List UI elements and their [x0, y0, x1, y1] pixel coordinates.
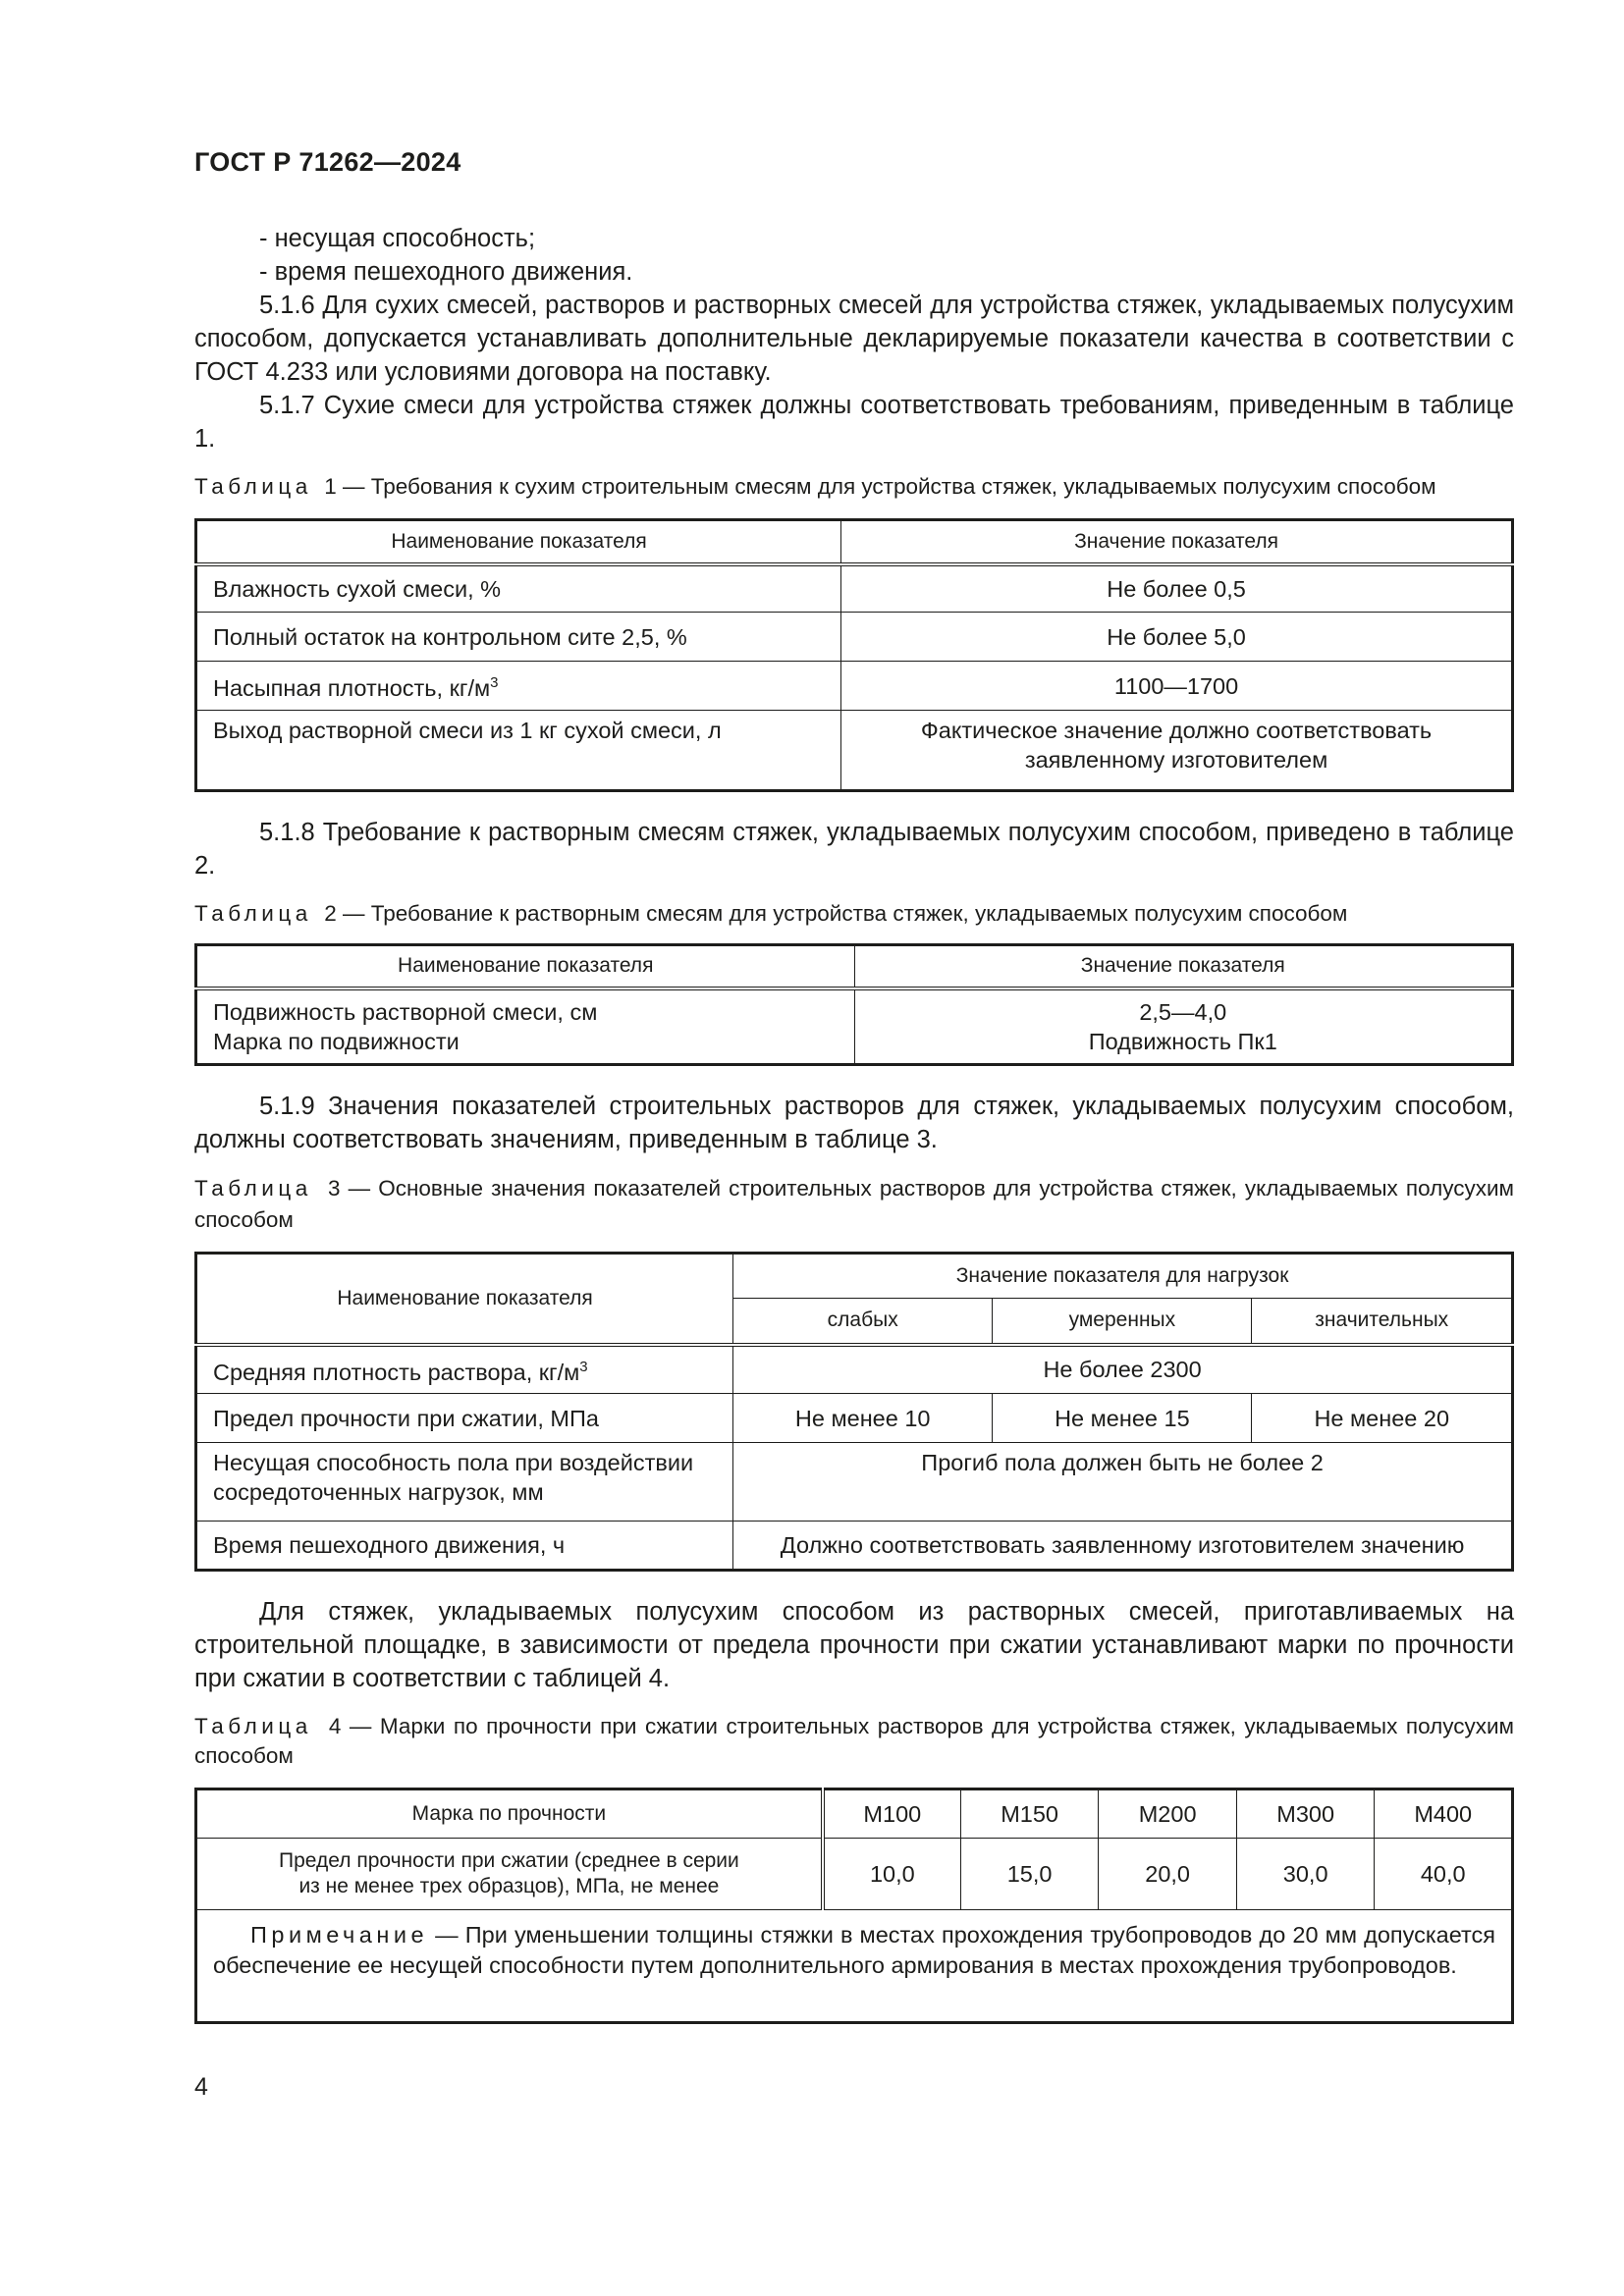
table-3-header-name: Наименование показателя	[196, 1254, 733, 1345]
note-word: Примечание	[250, 1922, 429, 1948]
mobility-label: Подвижность растворной смеси, см	[213, 998, 598, 1025]
clause-5-1-8: 5.1.8 Требование к растворным смесям стяжек, укладываемых полусухим способом, приведено в таблице 2.	[194, 819, 1514, 880]
table-cell: Несущая способность пола при воздействии сосредоточенных нагрузок, мм	[196, 1443, 733, 1522]
strength-label-line-1: Предел прочности при сжатии (среднее в серии	[279, 1849, 739, 1872]
page-content	[194, 222, 1514, 2024]
table-cell	[196, 988, 855, 1065]
table-word: Таблица	[194, 1176, 312, 1201]
page-number: 4	[194, 2073, 208, 2101]
table-cell: Полный остаток на контрольном сите 2,5, %	[196, 613, 841, 662]
table-cell: 20,0	[1099, 1839, 1237, 1910]
table-1-caption-text: 1 — Требования к сухим строительным смесям для устройства стяжек, укладываемых полусухим способом	[324, 474, 1436, 499]
table-cell: Не менее 10	[733, 1394, 993, 1443]
table-cell	[854, 988, 1513, 1065]
table-cell	[196, 662, 841, 711]
table-cell: Не более 2300	[733, 1345, 1513, 1394]
table-1-header-value: Значение показателя	[841, 520, 1513, 564]
strength-label	[196, 1839, 823, 1910]
table-4-caption-text: 4 — Марки по прочности при сжатии строительных растворов для устройства стяжек, укладываемых полусухим способом	[194, 1714, 1514, 1768]
mobility-value: 2,5—4,0	[1139, 998, 1227, 1025]
table-cell: Не менее 15	[993, 1394, 1252, 1443]
table-cell: Не более 0,5	[841, 564, 1513, 613]
strength-label-line-2: из не менее трех образцов), МПа, не менее	[298, 1875, 720, 1897]
note-text: — При уменьшении толщины стяжки в местах прохождения трубопроводов до 20 мм допускается обеспечение ее несущей способности путем дополнительного армирования в местах прохождения трубопроводов.	[213, 1922, 1495, 1978]
mobility-grade-label: Марка по подвижности	[213, 1028, 460, 1054]
table-cell: Фактическое значение должно соответствовать заявленному изготовителем	[841, 711, 1513, 791]
table-4-note	[196, 1910, 1513, 2023]
paragraph-table-4-intro: Для стяжек, укладываемых полусухим способом из растворных смесей, приготавливаемых на строительной площадке, в зависимости от предела прочности при сжатии устанавливают марки по прочности при сжатии в соответствии с таблицей 4.	[194, 1598, 1514, 1692]
table-row	[196, 1394, 1513, 1443]
table-4	[194, 1788, 1514, 2024]
table-3-subheader-moderate: умеренных	[993, 1299, 1252, 1345]
table-4-caption	[194, 1712, 1514, 1771]
table-row	[196, 662, 1513, 711]
clause-5-1-7: 5.1.7 Сухие смеси для устройства стяжек должны соответствовать требованиям, приведенным в таблице 1.	[194, 392, 1514, 453]
table-3-subheader-significant: значительных	[1252, 1299, 1513, 1345]
table-2-caption-text: 2 — Требование к растворным смесям для устройства стяжек, укладываемых полусухим способом	[324, 901, 1348, 926]
table-row	[196, 1839, 1513, 1910]
table-2	[194, 943, 1514, 1066]
document-code: ГОСТ Р 71262—2024	[194, 147, 461, 177]
table-cell: Предел прочности при сжатии, МПа	[196, 1394, 733, 1443]
list-item: - время пешеходного движения.	[259, 258, 633, 286]
table-cell: 15,0	[960, 1839, 1099, 1910]
table-row	[196, 711, 1513, 791]
grade-cell: М300	[1236, 1789, 1375, 1839]
table-row	[196, 1522, 1513, 1571]
list-item: - несущая способность;	[259, 225, 536, 252]
grade-cell: М400	[1375, 1789, 1513, 1839]
table-row	[196, 988, 1513, 1065]
table-cell: 10,0	[823, 1839, 961, 1910]
grade-cell: М200	[1099, 1789, 1237, 1839]
superscript: 3	[579, 1358, 588, 1375]
table-row	[196, 1443, 1513, 1522]
table-note-row	[196, 1910, 1513, 2023]
grade-cell: М150	[960, 1789, 1099, 1839]
table-cell: Влажность сухой смеси, %	[196, 564, 841, 613]
table-2-caption	[194, 899, 1514, 929]
table-3-caption	[194, 1173, 1514, 1236]
density-label: Средняя плотность раствора, кг/м	[213, 1359, 580, 1385]
table-2-header-name: Наименование показателя	[196, 945, 855, 988]
clause-5-1-6: 5.1.6 Для сухих смесей, растворов и растворных смесей для устройства стяжек, укладываемых полусухим способом, допускается устанавливать дополнительные декларируемые показатели качества в соответствии с ГОСТ 4.233 или условиями договора на поставку.	[194, 292, 1514, 386]
table-cell: 30,0	[1236, 1839, 1375, 1910]
table-4-header-label: Марка по прочности	[196, 1789, 823, 1839]
table-1-header-name: Наименование показателя	[196, 520, 841, 564]
table-3-subheader-weak: слабых	[733, 1299, 993, 1345]
table-word: Таблица	[194, 474, 312, 499]
table-word: Таблица	[194, 901, 312, 926]
table-1	[194, 518, 1514, 792]
table-cell: Выход растворной смеси из 1 кг сухой смеси, л	[196, 711, 841, 791]
table-cell	[196, 1345, 733, 1394]
mobility-grade-value: Подвижность Пк1	[1088, 1028, 1277, 1054]
table-3-caption-text: 3 — Основные значения показателей строительных растворов для устройства стяжек, укладываемых полусухим способом	[194, 1176, 1514, 1232]
table-cell: Не менее 20	[1252, 1394, 1513, 1443]
table-cell: Не более 5,0	[841, 613, 1513, 662]
table-cell: Время пешеходного движения, ч	[196, 1522, 733, 1571]
bulk-density-label: Насыпная плотность, кг/м	[213, 674, 491, 701]
clause-5-1-9: 5.1.9 Значения показателей строительных растворов для стяжек, укладываемых полусухим способом, должны соответствовать значениям, приведенным в таблице 3.	[194, 1093, 1514, 1153]
table-3	[194, 1252, 1514, 1572]
table-row	[196, 613, 1513, 662]
table-cell: 1100—1700	[841, 662, 1513, 711]
table-cell: 40,0	[1375, 1839, 1513, 1910]
table-1-caption	[194, 472, 1514, 502]
table-row	[196, 564, 1513, 613]
grade-cell: М100	[823, 1789, 961, 1839]
table-3-header-group: Значение показателя для нагрузок	[733, 1254, 1513, 1299]
table-cell: Прогиб пола должен быть не более 2	[733, 1443, 1513, 1522]
table-word: Таблица	[194, 1714, 312, 1738]
table-cell: Должно соответствовать заявленному изготовителем значению	[733, 1522, 1513, 1571]
superscript: 3	[490, 674, 499, 692]
table-row	[196, 1345, 1513, 1394]
table-2-header-value: Значение показателя	[854, 945, 1513, 988]
